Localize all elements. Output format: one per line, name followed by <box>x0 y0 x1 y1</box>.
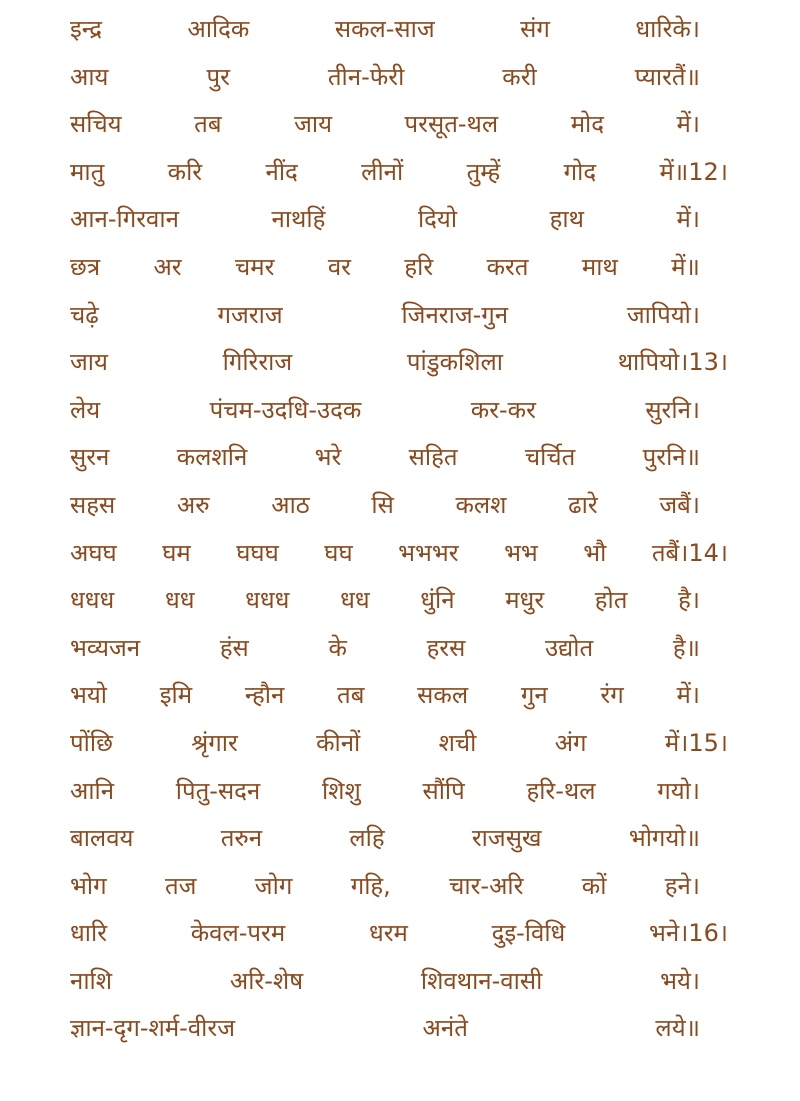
verse-word: हाथ <box>549 205 584 234</box>
verse-word: मधुर <box>505 586 545 615</box>
verse-word: नाथहिं <box>271 205 326 234</box>
verse-word: भोग <box>70 871 107 900</box>
verse-word: के <box>328 633 347 662</box>
verse-line <box>70 863 700 911</box>
verse-word: तरुन <box>220 824 263 853</box>
verse-word: शिवथान-वासी <box>420 966 543 995</box>
verse-line <box>70 244 700 292</box>
verse-word: वर <box>327 252 351 281</box>
verse-word: सि <box>371 490 394 519</box>
verse-word: अंग <box>554 728 587 757</box>
verse-line <box>70 387 700 435</box>
verse-word: कीनों <box>316 728 361 757</box>
verse-word: पुरनि॥ <box>642 443 700 472</box>
verse-line <box>70 1005 700 1053</box>
verse-word: धध <box>340 586 370 615</box>
verse-line <box>70 577 700 625</box>
verse-line <box>70 815 700 863</box>
verse-line <box>70 339 728 387</box>
verse-word: होत <box>594 586 628 615</box>
verse-word: न्हौन <box>244 681 285 710</box>
verse-line <box>70 530 728 578</box>
verse-word: चार-अरि <box>449 871 524 900</box>
verse-word: आठ <box>271 490 310 519</box>
verse-word: धधध <box>70 586 115 615</box>
verse-word: तबैं।14। <box>651 538 728 567</box>
verse-word: छत्र <box>70 252 101 281</box>
verse-word: धारि <box>70 919 108 948</box>
verse-word: में।15। <box>664 728 728 757</box>
verse-word: लहि <box>349 824 385 853</box>
verse-word: गजराज <box>217 300 283 329</box>
verse-word: संग <box>520 15 550 43</box>
verse-word: कर-कर <box>470 395 536 424</box>
verse-word: लये॥ <box>655 1014 700 1043</box>
verse-word: में। <box>676 681 700 710</box>
verse-word: जाय <box>70 348 108 377</box>
verse-word: पांडुकशिला <box>406 348 504 377</box>
verse-word: करत <box>486 252 529 281</box>
verse-word: में। <box>676 110 700 139</box>
verse-word: लीनों <box>361 157 404 186</box>
verse-word: धधध <box>245 586 290 615</box>
verse-word: हरि-थल <box>526 776 596 805</box>
verse-word: तब <box>194 110 222 139</box>
verse-line <box>70 54 700 102</box>
verse-word: सकल <box>417 681 469 710</box>
verse-block <box>70 6 730 1053</box>
verse-line <box>70 768 700 816</box>
verse-word: पंचम-उदधि-उदक <box>209 395 362 424</box>
verse-word: हने। <box>664 871 700 900</box>
verse-word: आय <box>70 62 109 91</box>
verse-word: पितु-सदन <box>175 776 261 805</box>
verse-word: है। <box>678 586 700 615</box>
verse-word: हंस <box>219 633 249 662</box>
verse-word: श्रृंगार <box>191 728 238 757</box>
verse-word: भरे <box>314 443 342 472</box>
verse-line <box>70 292 700 340</box>
verse-word: भभ <box>504 538 538 567</box>
verse-word: अनंते <box>422 1014 468 1043</box>
verse-word: नाशि <box>70 966 113 995</box>
verse-word: धध <box>164 586 195 615</box>
verse-word: आन-गिरवान <box>70 205 179 234</box>
verse-word: जापियो। <box>626 300 700 329</box>
verse-word: हरि <box>404 252 434 281</box>
verse-word: तज <box>164 871 197 900</box>
verse-word: कलश <box>455 490 507 519</box>
verse-line <box>70 196 700 244</box>
verse-word: परसूत-थल <box>404 110 499 139</box>
verse-word: घघघ <box>236 538 279 567</box>
verse-word: सौंपि <box>422 776 465 805</box>
verse-word: सहित <box>408 443 458 472</box>
verse-word: में॥12। <box>659 157 728 186</box>
verse-line <box>70 910 728 958</box>
verse-line <box>70 672 700 720</box>
verse-word: में। <box>676 205 700 234</box>
verse-word: हरस <box>426 633 466 662</box>
verse-word: धारिके। <box>635 15 700 43</box>
verse-word: शची <box>438 728 477 757</box>
verse-word: भयो <box>70 681 108 710</box>
verse-word: चमर <box>235 252 275 281</box>
verse-word: थापियो।13। <box>617 348 728 377</box>
verse-word: गिरिराज <box>222 348 293 377</box>
verse-word: सुरनि। <box>645 395 700 424</box>
verse-word: दुइ-विधि <box>491 919 566 948</box>
verse-word: ढारे <box>568 490 598 519</box>
verse-line <box>70 434 700 482</box>
verse-word: भने।16। <box>649 919 728 948</box>
verse-word: नींद <box>265 157 298 186</box>
verse-word: जाय <box>294 110 333 139</box>
verse-word: भव्यजन <box>70 633 141 662</box>
verse-word: सुरन <box>70 443 110 472</box>
verse-word: पोंछि <box>70 728 113 757</box>
verse-word: गहि, <box>350 871 391 900</box>
verse-word: सकल-साज <box>334 15 435 43</box>
verse-word: करि <box>167 157 203 186</box>
verse-word: तुम्हें <box>466 157 501 186</box>
verse-line <box>70 958 700 1006</box>
verse-word: जोग <box>254 871 293 900</box>
verse-word: इमि <box>159 681 193 710</box>
verse-word: है॥ <box>672 633 700 662</box>
verse-word: अरु <box>176 490 210 519</box>
verse-line <box>70 149 728 197</box>
verse-word: शिशु <box>321 776 361 805</box>
verse-word: तब <box>337 681 365 710</box>
verse-word: दियो <box>417 205 458 234</box>
verse-word: करी <box>502 62 537 91</box>
verse-line <box>70 482 700 530</box>
verse-word: पुर <box>206 62 230 91</box>
verse-word: जबैं। <box>659 490 700 519</box>
verse-word: चढ़े <box>70 300 99 329</box>
verse-word: प्यारतैं॥ <box>634 62 700 91</box>
verse-word: इन्द्र <box>70 15 102 43</box>
verse-word: केवल-परम <box>190 919 286 948</box>
verse-word: अर <box>153 252 182 281</box>
verse-word: माथ <box>581 252 618 281</box>
verse-word: चर्चित <box>524 443 576 472</box>
verse-word: भभभर <box>398 538 459 567</box>
verse-word: मोद <box>570 110 605 139</box>
verse-word: गुन <box>520 681 548 710</box>
verse-word: धरम <box>368 919 408 948</box>
verse-word: आदिक <box>187 15 250 43</box>
verse-line <box>70 6 700 54</box>
verse-word: सचिय <box>70 110 122 139</box>
verse-word: राजसुख <box>471 824 542 853</box>
verse-word: सहस <box>70 490 116 519</box>
verse-word: लेय <box>70 395 101 424</box>
verse-line <box>70 720 728 768</box>
verse-word: बालवय <box>70 824 134 853</box>
verse-word: रंग <box>600 681 624 710</box>
verse-word: भोगयो॥ <box>628 824 700 853</box>
verse-word: में॥ <box>671 252 700 281</box>
verse-word: अघघ <box>70 538 117 567</box>
verse-word: अरि-शेष <box>229 966 304 995</box>
verse-word: तीन-फेरी <box>327 62 405 91</box>
verse-word: गयो। <box>657 776 700 805</box>
verse-word: जिनराज-गुन <box>401 300 509 329</box>
verse-word: भौ <box>583 538 607 567</box>
verse-word: घम <box>162 538 191 567</box>
verse-word: कलशनि <box>176 443 248 472</box>
verse-word: धुंनि <box>420 586 455 615</box>
verse-word: मातु <box>70 157 105 186</box>
verse-line <box>70 625 700 673</box>
verse-word: घघ <box>324 538 353 567</box>
verse-word: आनि <box>70 776 115 805</box>
verse-line <box>70 101 700 149</box>
verse-word: कों <box>581 871 607 900</box>
verse-word: ज्ञान-दृग-शर्म-वीरज <box>70 1014 236 1043</box>
verse-word: उद्योत <box>545 633 594 662</box>
verse-word: भये। <box>660 966 700 995</box>
verse-word: गोद <box>563 157 597 186</box>
